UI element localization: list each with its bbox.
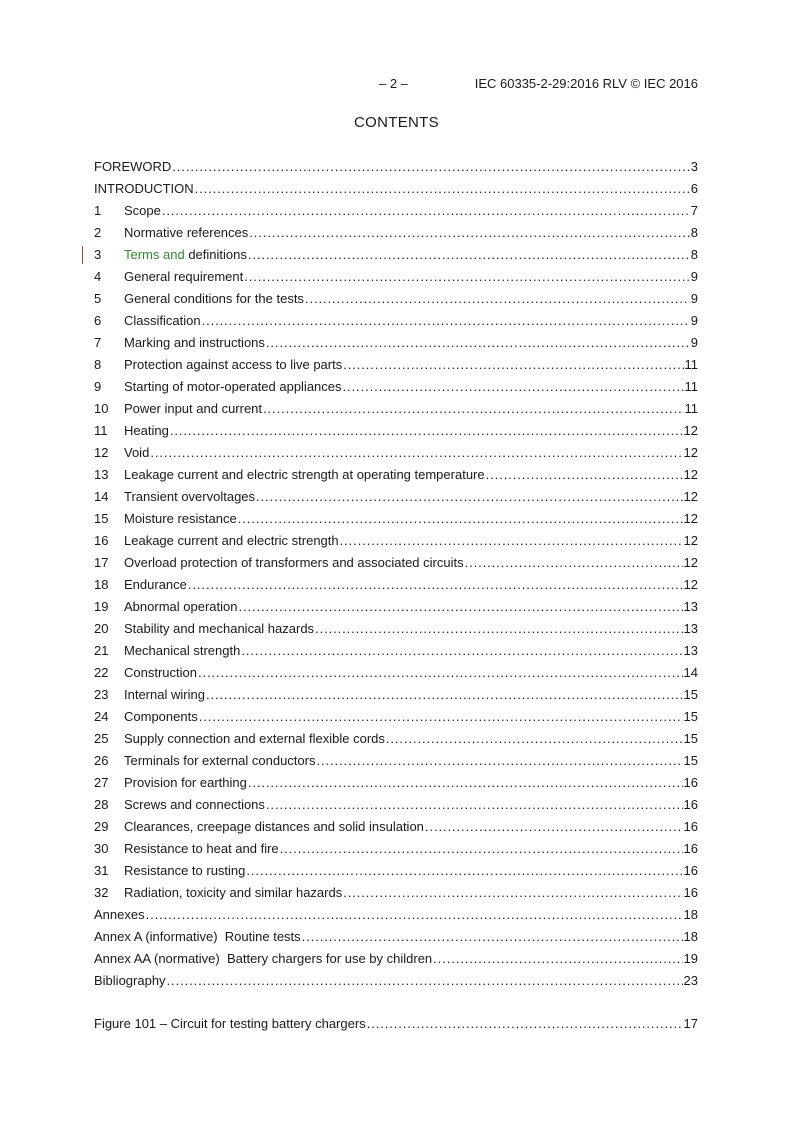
entry-page-number: 8 xyxy=(690,247,698,262)
entry-number: 10 xyxy=(94,401,109,416)
dot-leader xyxy=(202,310,690,332)
entry-page-number: 9 xyxy=(690,269,698,284)
dot-leader xyxy=(302,926,683,948)
entry-page-number: 16 xyxy=(683,841,698,856)
entry-title: Marking and instructions xyxy=(124,335,265,350)
entry-number: 14 xyxy=(94,489,109,504)
entry-page-number: 6 xyxy=(690,181,698,196)
dot-leader xyxy=(188,574,683,596)
entry-number: 23 xyxy=(94,687,109,702)
dot-leader xyxy=(315,618,682,640)
entry-title xyxy=(124,244,247,266)
entry-title: Resistance to rusting xyxy=(124,863,246,878)
entry-page-number: 11 xyxy=(684,357,698,372)
toc-entry[interactable] xyxy=(94,552,698,574)
toc-entry[interactable] xyxy=(94,442,698,464)
entry-number: 11 xyxy=(94,423,108,438)
toc-entry[interactable] xyxy=(94,750,698,772)
entry-title: Heating xyxy=(124,423,169,438)
toc-entry[interactable] xyxy=(94,904,698,926)
dot-leader xyxy=(266,794,683,816)
toc-entry[interactable] xyxy=(94,816,698,838)
entry-page-number: 16 xyxy=(683,775,698,790)
toc-entry[interactable] xyxy=(94,530,698,552)
toc-entry[interactable] xyxy=(94,926,698,948)
entry-title: Components xyxy=(124,709,198,724)
entry-title: Protection against access to live parts xyxy=(124,357,343,372)
toc-entry[interactable] xyxy=(94,332,698,354)
entry-page-number: 15 xyxy=(683,709,698,724)
entry-page-number: 8 xyxy=(690,225,698,240)
dot-leader xyxy=(238,596,682,618)
entry-page-number: 12 xyxy=(683,467,698,482)
entry-page-number: 12 xyxy=(683,423,698,438)
toc-entry[interactable] xyxy=(94,574,698,596)
toc-entry[interactable] xyxy=(94,970,698,992)
entry-title: Leakage current and electric strength at operating temperature xyxy=(124,467,485,482)
entry-page-number: 19 xyxy=(683,951,698,966)
entry-title: Void xyxy=(124,445,150,460)
entry-number: 18 xyxy=(94,577,109,592)
toc-entry[interactable] xyxy=(94,464,698,486)
entry-number: 19 xyxy=(94,599,109,614)
entry-number: 3 xyxy=(94,247,102,262)
dot-leader xyxy=(343,376,684,398)
entry-page-number: 23 xyxy=(683,973,698,988)
entry-title: Internal wiring xyxy=(124,687,205,702)
dot-leader xyxy=(199,706,683,728)
entry-title: Stability and mechanical hazards xyxy=(124,621,315,636)
dot-leader xyxy=(241,640,682,662)
dot-leader xyxy=(238,508,683,530)
entry-page-number: 18 xyxy=(683,907,698,922)
entry-number: 9 xyxy=(94,379,102,394)
toc-entry[interactable] xyxy=(94,640,698,662)
dot-leader xyxy=(465,552,683,574)
toc-entry[interactable] xyxy=(94,420,698,442)
entry-title: Annex A (informative) Routine tests xyxy=(94,929,301,944)
entry-title: General requirement xyxy=(124,269,244,284)
entry-page-number: 16 xyxy=(683,885,698,900)
entry-page-number: 11 xyxy=(684,379,698,394)
toc-entry[interactable] xyxy=(94,772,698,794)
entry-number: 8 xyxy=(94,357,102,372)
dot-leader xyxy=(244,266,690,288)
entry-page-number: 9 xyxy=(690,335,698,350)
toc-entry[interactable] xyxy=(94,662,698,684)
entry-title: Mechanical strength xyxy=(124,643,241,658)
entry-number: 13 xyxy=(94,467,109,482)
page-title: CONTENTS xyxy=(354,114,439,131)
entry-page-number: 3 xyxy=(690,159,698,174)
dot-leader xyxy=(263,398,683,420)
entry-title: General conditions for the tests xyxy=(124,291,304,306)
entry-title: Power input and current xyxy=(124,401,263,416)
dot-leader xyxy=(195,178,690,200)
entry-number: 27 xyxy=(94,775,109,790)
toc-entry[interactable] xyxy=(94,398,698,420)
page-header xyxy=(94,76,698,92)
dot-leader xyxy=(386,728,683,750)
entry-title: Screws and connections xyxy=(124,797,265,812)
list-of-figures xyxy=(94,1013,698,1035)
toc-entry[interactable] xyxy=(94,794,698,816)
entry-page-number: 17 xyxy=(683,1016,698,1031)
dot-leader xyxy=(340,530,683,552)
entry-page-number: 13 xyxy=(683,621,698,636)
entry-title: Supply connection and external flexible cords xyxy=(124,731,385,746)
toc-entry[interactable] xyxy=(94,618,698,640)
entry-title: Annexes xyxy=(94,907,145,922)
entry-page-number: 7 xyxy=(690,203,698,218)
toc-entry[interactable] xyxy=(94,596,698,618)
dot-leader xyxy=(256,486,683,508)
toc-entry[interactable] xyxy=(94,200,698,222)
toc-entry[interactable] xyxy=(94,354,698,376)
dot-leader xyxy=(150,442,682,464)
toc-entry[interactable] xyxy=(94,706,698,728)
dot-leader xyxy=(162,200,690,222)
entry-number: 25 xyxy=(94,731,109,746)
dot-leader xyxy=(266,332,690,354)
entry-number: 29 xyxy=(94,819,109,834)
dot-leader xyxy=(316,750,682,772)
toc-entry[interactable] xyxy=(94,376,698,398)
entry-page-number: 15 xyxy=(683,687,698,702)
entry-title: Clearances, creepage distances and solid insulation xyxy=(124,819,424,834)
entry-number: 5 xyxy=(94,291,102,306)
entry-title-rest: definitions xyxy=(184,247,247,262)
toc-entry[interactable] xyxy=(94,222,698,244)
entry-title: FOREWORD xyxy=(94,159,172,174)
entry-page-number: 12 xyxy=(683,511,698,526)
entry-number: 15 xyxy=(94,511,109,526)
entry-number: 16 xyxy=(94,533,109,548)
dot-leader xyxy=(249,222,689,244)
change-bar-marker xyxy=(82,246,83,264)
entry-page-number: 12 xyxy=(683,445,698,460)
entry-title: Classification xyxy=(124,313,201,328)
page-number: – 2 – xyxy=(379,76,408,91)
entry-title: Figure 101 – Circuit for testing battery chargers xyxy=(94,1016,366,1031)
table-of-contents xyxy=(94,156,698,992)
entry-title: Abnormal operation xyxy=(124,599,238,614)
entry-page-number: 12 xyxy=(683,533,698,548)
toc-entry[interactable] xyxy=(94,838,698,860)
dot-leader xyxy=(146,904,683,926)
toc-entry[interactable] xyxy=(94,882,698,904)
toc-entry[interactable] xyxy=(94,266,698,288)
dot-leader xyxy=(198,662,683,684)
dot-leader xyxy=(248,244,690,266)
entry-page-number: 13 xyxy=(683,643,698,658)
toc-entry[interactable] xyxy=(94,508,698,530)
entry-title: Overload protection of transformers and associated circuits xyxy=(124,555,464,570)
entry-title: Scope xyxy=(124,203,161,218)
entry-number: 4 xyxy=(94,269,102,284)
toc-entry[interactable] xyxy=(94,728,698,750)
entry-page-number: 18 xyxy=(683,929,698,944)
entry-page-number: 12 xyxy=(683,555,698,570)
toc-entry[interactable] xyxy=(94,684,698,706)
entry-page-number: 9 xyxy=(690,313,698,328)
entry-title: Resistance to heat and fire xyxy=(124,841,279,856)
dot-leader xyxy=(206,684,683,706)
entry-page-number: 15 xyxy=(683,731,698,746)
entry-page-number: 9 xyxy=(690,291,698,306)
toc-entry[interactable] xyxy=(94,310,698,332)
dot-leader xyxy=(280,838,683,860)
entry-title: Moisture resistance xyxy=(124,511,237,526)
toc-entry[interactable] xyxy=(94,288,698,310)
entry-title: Starting of motor-operated appliances xyxy=(124,379,342,394)
entry-title: Leakage current and electric strength xyxy=(124,533,339,548)
entry-number: 7 xyxy=(94,335,102,350)
document-id: IEC 60335-2-29:2016 RLV © IEC 2016 xyxy=(474,76,698,91)
entry-title: Terminals for external conductors xyxy=(124,753,316,768)
entry-number: 20 xyxy=(94,621,109,636)
toc-entry[interactable] xyxy=(94,244,698,266)
entry-title: Bibliography xyxy=(94,973,166,988)
entry-page-number: 12 xyxy=(683,489,698,504)
entry-page-number: 12 xyxy=(683,577,698,592)
inserted-text: Terms and xyxy=(124,247,185,262)
entry-number: 32 xyxy=(94,885,109,900)
entry-title: Annex AA (normative) Battery chargers for use by children xyxy=(94,951,433,966)
dot-leader xyxy=(486,464,683,486)
entry-title: Endurance xyxy=(124,577,187,592)
entry-number: 2 xyxy=(94,225,102,240)
entry-number: 31 xyxy=(94,863,109,878)
entry-title: Provision for earthing xyxy=(124,775,247,790)
entry-number: 17 xyxy=(94,555,109,570)
entry-number: 26 xyxy=(94,753,109,768)
entry-page-number: 11 xyxy=(684,401,698,416)
entry-number: 6 xyxy=(94,313,102,328)
entry-page-number: 14 xyxy=(683,665,698,680)
entry-page-number: 16 xyxy=(683,819,698,834)
figures-entry[interactable] xyxy=(94,1013,698,1035)
toc-entry[interactable] xyxy=(94,156,698,178)
entry-page-number: 16 xyxy=(683,797,698,812)
dot-leader xyxy=(343,354,683,376)
entry-number: 21 xyxy=(94,643,109,658)
entry-number: 28 xyxy=(94,797,109,812)
dot-leader xyxy=(305,288,690,310)
entry-number: 30 xyxy=(94,841,109,856)
toc-entry[interactable] xyxy=(94,486,698,508)
entry-number: 12 xyxy=(94,445,109,460)
entry-title: INTRODUCTION xyxy=(94,181,194,196)
entry-title: Construction xyxy=(124,665,197,680)
entry-number: 1 xyxy=(94,203,102,218)
dot-leader xyxy=(248,772,683,794)
dot-leader xyxy=(172,156,689,178)
toc-entry[interactable] xyxy=(94,860,698,882)
toc-entry[interactable] xyxy=(94,178,698,200)
entry-title: Transient overvoltages xyxy=(124,489,256,504)
entry-number: 22 xyxy=(94,665,109,680)
entry-page-number: 13 xyxy=(683,599,698,614)
dot-leader xyxy=(246,860,682,882)
toc-entry[interactable] xyxy=(94,948,698,970)
dot-leader xyxy=(425,816,683,838)
dot-leader xyxy=(170,420,683,442)
dot-leader xyxy=(367,1013,683,1035)
dot-leader xyxy=(433,948,682,970)
entry-page-number: 16 xyxy=(683,863,698,878)
dot-leader xyxy=(343,882,682,904)
entry-title: Radiation, toxicity and similar hazards xyxy=(124,885,343,900)
dot-leader xyxy=(167,970,683,992)
entry-number: 24 xyxy=(94,709,109,724)
entry-page-number: 15 xyxy=(683,753,698,768)
entry-title: Normative references xyxy=(124,225,249,240)
